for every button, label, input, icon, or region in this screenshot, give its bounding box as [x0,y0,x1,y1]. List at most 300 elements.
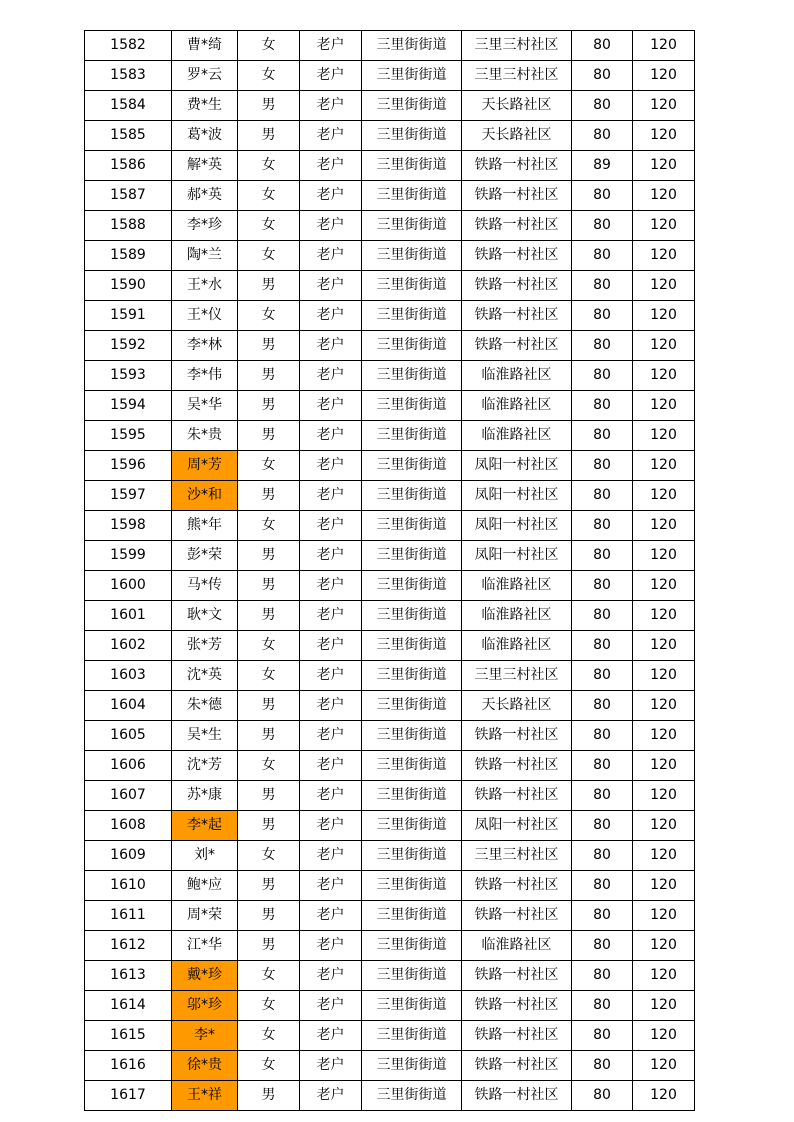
record-number-cell: 1586 [85,151,172,181]
amount-cell: 120 [633,61,695,91]
street-cell: 三里街街道 [362,271,462,301]
table-row [85,511,695,541]
gender-cell: 女 [238,991,300,1021]
household-type-cell: 老户 [300,121,362,151]
record-number-cell: 1612 [85,931,172,961]
amount-cell: 120 [633,151,695,181]
name-cell: 邬*珍 [172,991,238,1021]
score-cell: 80 [572,871,633,901]
record-number-cell: 1614 [85,991,172,1021]
gender-cell: 男 [238,871,300,901]
table-row [85,361,695,391]
table-row [85,541,695,571]
score-cell: 80 [572,901,633,931]
name-cell: 王*祥 [172,1081,238,1111]
record-number-cell: 1610 [85,871,172,901]
community-cell: 天长路社区 [462,121,572,151]
table-row [85,301,695,331]
score-cell: 80 [572,451,633,481]
street-cell: 三里街街道 [362,991,462,1021]
record-number-cell: 1590 [85,271,172,301]
household-type-cell: 老户 [300,661,362,691]
amount-cell: 120 [633,331,695,361]
household-type-cell: 老户 [300,1081,362,1111]
name-cell: 曹*绮 [172,31,238,61]
amount-cell: 120 [633,571,695,601]
table-row [85,691,695,721]
community-cell: 凤阳一村社区 [462,481,572,511]
record-number-cell: 1582 [85,31,172,61]
gender-cell: 男 [238,481,300,511]
household-type-cell: 老户 [300,511,362,541]
amount-cell: 120 [633,511,695,541]
household-type-cell: 老户 [300,151,362,181]
community-cell: 铁路一村社区 [462,331,572,361]
gender-cell: 男 [238,361,300,391]
amount-cell: 120 [633,421,695,451]
score-cell: 80 [572,361,633,391]
community-cell: 铁路一村社区 [462,961,572,991]
household-type-cell: 老户 [300,451,362,481]
table-row [85,241,695,271]
record-number-cell: 1607 [85,781,172,811]
score-cell: 80 [572,1021,633,1051]
household-type-cell: 老户 [300,301,362,331]
community-cell: 三里三村社区 [462,61,572,91]
household-type-cell: 老户 [300,751,362,781]
community-cell: 凤阳一村社区 [462,811,572,841]
community-cell: 铁路一村社区 [462,181,572,211]
score-cell: 80 [572,631,633,661]
score-cell: 80 [572,931,633,961]
amount-cell: 120 [633,271,695,301]
record-number-cell: 1600 [85,571,172,601]
amount-cell: 120 [633,961,695,991]
amount-cell: 120 [633,301,695,331]
table-row [85,931,695,961]
household-type-cell: 老户 [300,211,362,241]
street-cell: 三里街街道 [362,601,462,631]
street-cell: 三里街街道 [362,901,462,931]
amount-cell: 120 [633,121,695,151]
table-row [85,1021,695,1051]
gender-cell: 男 [238,331,300,361]
street-cell: 三里街街道 [362,301,462,331]
name-cell: 李*伟 [172,361,238,391]
community-cell: 铁路一村社区 [462,781,572,811]
table-row [85,871,695,901]
score-cell: 80 [572,481,633,511]
score-cell: 80 [572,571,633,601]
gender-cell: 女 [238,661,300,691]
street-cell: 三里街街道 [362,511,462,541]
amount-cell: 120 [633,661,695,691]
street-cell: 三里街街道 [362,361,462,391]
community-cell: 临淮路社区 [462,571,572,601]
gender-cell: 女 [238,1021,300,1051]
street-cell: 三里街街道 [362,91,462,121]
household-type-cell: 老户 [300,91,362,121]
name-cell: 耿*文 [172,601,238,631]
amount-cell: 120 [633,481,695,511]
community-cell: 凤阳一村社区 [462,451,572,481]
community-cell: 三里三村社区 [462,841,572,871]
table-row [85,181,695,211]
name-cell: 吴*生 [172,721,238,751]
gender-cell: 男 [238,541,300,571]
score-cell: 80 [572,1081,633,1111]
table-row [85,31,695,61]
roster-table [84,30,695,1111]
amount-cell: 120 [633,211,695,241]
gender-cell: 女 [238,1051,300,1081]
name-cell: 李*起 [172,811,238,841]
amount-cell: 120 [633,91,695,121]
table-row [85,121,695,151]
community-cell: 临淮路社区 [462,361,572,391]
score-cell: 80 [572,751,633,781]
record-number-cell: 1596 [85,451,172,481]
street-cell: 三里街街道 [362,451,462,481]
score-cell: 80 [572,271,633,301]
household-type-cell: 老户 [300,31,362,61]
household-type-cell: 老户 [300,781,362,811]
record-number-cell: 1594 [85,391,172,421]
name-cell: 周*荣 [172,901,238,931]
street-cell: 三里街街道 [362,751,462,781]
name-cell: 彭*荣 [172,541,238,571]
community-cell: 铁路一村社区 [462,301,572,331]
street-cell: 三里街街道 [362,31,462,61]
score-cell: 80 [572,61,633,91]
gender-cell: 女 [238,61,300,91]
table-row [85,811,695,841]
table-row [85,571,695,601]
community-cell: 天长路社区 [462,91,572,121]
name-cell: 周*芳 [172,451,238,481]
household-type-cell: 老户 [300,871,362,901]
name-cell: 李* [172,1021,238,1051]
gender-cell: 男 [238,811,300,841]
gender-cell: 女 [238,511,300,541]
gender-cell: 男 [238,571,300,601]
table-row [85,61,695,91]
community-cell: 铁路一村社区 [462,241,572,271]
name-cell: 罗*云 [172,61,238,91]
score-cell: 80 [572,31,633,61]
score-cell: 80 [572,91,633,121]
name-cell: 陶*兰 [172,241,238,271]
name-cell: 李*林 [172,331,238,361]
name-cell: 王*水 [172,271,238,301]
street-cell: 三里街街道 [362,1021,462,1051]
name-cell: 沙*和 [172,481,238,511]
table-row [85,721,695,751]
street-cell: 三里街街道 [362,931,462,961]
amount-cell: 120 [633,391,695,421]
household-type-cell: 老户 [300,811,362,841]
gender-cell: 女 [238,241,300,271]
score-cell: 80 [572,121,633,151]
street-cell: 三里街街道 [362,721,462,751]
score-cell: 80 [572,1051,633,1081]
household-type-cell: 老户 [300,571,362,601]
score-cell: 80 [572,661,633,691]
score-cell: 80 [572,991,633,1021]
household-type-cell: 老户 [300,421,362,451]
record-number-cell: 1587 [85,181,172,211]
gender-cell: 女 [238,181,300,211]
gender-cell: 女 [238,961,300,991]
amount-cell: 120 [633,811,695,841]
street-cell: 三里街街道 [362,571,462,601]
household-type-cell: 老户 [300,61,362,91]
community-cell: 铁路一村社区 [462,901,572,931]
table-row [85,631,695,661]
score-cell: 80 [572,421,633,451]
name-cell: 马*传 [172,571,238,601]
record-number-cell: 1613 [85,961,172,991]
record-number-cell: 1584 [85,91,172,121]
table-row [85,481,695,511]
amount-cell: 120 [633,451,695,481]
amount-cell: 120 [633,721,695,751]
street-cell: 三里街街道 [362,841,462,871]
street-cell: 三里街街道 [362,331,462,361]
record-number-cell: 1597 [85,481,172,511]
record-number-cell: 1601 [85,601,172,631]
street-cell: 三里街街道 [362,421,462,451]
community-cell: 铁路一村社区 [462,751,572,781]
table-row [85,661,695,691]
gender-cell: 女 [238,301,300,331]
name-cell: 沈*英 [172,661,238,691]
street-cell: 三里街街道 [362,1081,462,1111]
score-cell: 80 [572,331,633,361]
name-cell: 刘* [172,841,238,871]
street-cell: 三里街街道 [362,781,462,811]
community-cell: 铁路一村社区 [462,1081,572,1111]
table-row [85,391,695,421]
street-cell: 三里街街道 [362,811,462,841]
street-cell: 三里街街道 [362,481,462,511]
record-number-cell: 1599 [85,541,172,571]
table-row [85,151,695,181]
amount-cell: 120 [633,991,695,1021]
record-number-cell: 1593 [85,361,172,391]
household-type-cell: 老户 [300,331,362,361]
community-cell: 铁路一村社区 [462,151,572,181]
score-cell: 80 [572,211,633,241]
amount-cell: 120 [633,1081,695,1111]
table-row [85,751,695,781]
community-cell: 铁路一村社区 [462,1051,572,1081]
score-cell: 80 [572,511,633,541]
record-number-cell: 1602 [85,631,172,661]
street-cell: 三里街街道 [362,151,462,181]
record-number-cell: 1583 [85,61,172,91]
score-cell: 80 [572,691,633,721]
community-cell: 铁路一村社区 [462,721,572,751]
community-cell: 铁路一村社区 [462,271,572,301]
roster-body [85,31,695,1111]
amount-cell: 120 [633,931,695,961]
table-row [85,1081,695,1111]
household-type-cell: 老户 [300,391,362,421]
record-number-cell: 1585 [85,121,172,151]
gender-cell: 女 [238,451,300,481]
gender-cell: 女 [238,31,300,61]
record-number-cell: 1609 [85,841,172,871]
community-cell: 临淮路社区 [462,931,572,961]
household-type-cell: 老户 [300,991,362,1021]
gender-cell: 女 [238,151,300,181]
record-number-cell: 1615 [85,1021,172,1051]
gender-cell: 女 [238,841,300,871]
name-cell: 沈*芳 [172,751,238,781]
amount-cell: 120 [633,841,695,871]
name-cell: 江*华 [172,931,238,961]
name-cell: 费*生 [172,91,238,121]
gender-cell: 男 [238,1081,300,1111]
score-cell: 80 [572,541,633,571]
name-cell: 苏*康 [172,781,238,811]
gender-cell: 女 [238,751,300,781]
name-cell: 葛*波 [172,121,238,151]
household-type-cell: 老户 [300,271,362,301]
amount-cell: 120 [633,691,695,721]
community-cell: 铁路一村社区 [462,871,572,901]
street-cell: 三里街街道 [362,121,462,151]
score-cell: 80 [572,841,633,871]
table-row [85,421,695,451]
amount-cell: 120 [633,631,695,661]
amount-cell: 120 [633,181,695,211]
amount-cell: 120 [633,31,695,61]
table-row [85,211,695,241]
community-cell: 凤阳一村社区 [462,511,572,541]
street-cell: 三里街街道 [362,661,462,691]
household-type-cell: 老户 [300,631,362,661]
household-type-cell: 老户 [300,241,362,271]
record-number-cell: 1611 [85,901,172,931]
record-number-cell: 1591 [85,301,172,331]
gender-cell: 男 [238,721,300,751]
community-cell: 铁路一村社区 [462,211,572,241]
household-type-cell: 老户 [300,181,362,211]
amount-cell: 120 [633,241,695,271]
community-cell: 临淮路社区 [462,631,572,661]
score-cell: 80 [572,241,633,271]
name-cell: 戴*珍 [172,961,238,991]
street-cell: 三里街街道 [362,691,462,721]
community-cell: 三里三村社区 [462,31,572,61]
community-cell: 铁路一村社区 [462,1021,572,1051]
street-cell: 三里街街道 [362,181,462,211]
community-cell: 临淮路社区 [462,601,572,631]
gender-cell: 男 [238,421,300,451]
name-cell: 熊*年 [172,511,238,541]
amount-cell: 120 [633,361,695,391]
record-number-cell: 1589 [85,241,172,271]
amount-cell: 120 [633,601,695,631]
table-row [85,901,695,931]
household-type-cell: 老户 [300,721,362,751]
score-cell: 80 [572,961,633,991]
gender-cell: 男 [238,271,300,301]
score-cell: 80 [572,301,633,331]
street-cell: 三里街街道 [362,871,462,901]
gender-cell: 女 [238,631,300,661]
record-number-cell: 1598 [85,511,172,541]
record-number-cell: 1603 [85,661,172,691]
street-cell: 三里街街道 [362,1051,462,1081]
table-row [85,451,695,481]
name-cell: 朱*德 [172,691,238,721]
household-type-cell: 老户 [300,1051,362,1081]
household-type-cell: 老户 [300,691,362,721]
score-cell: 80 [572,781,633,811]
record-number-cell: 1617 [85,1081,172,1111]
street-cell: 三里街街道 [362,61,462,91]
record-number-cell: 1606 [85,751,172,781]
gender-cell: 男 [238,781,300,811]
name-cell: 吴*华 [172,391,238,421]
name-cell: 李*珍 [172,211,238,241]
community-cell: 铁路一村社区 [462,991,572,1021]
table-row [85,91,695,121]
household-type-cell: 老户 [300,1021,362,1051]
community-cell: 天长路社区 [462,691,572,721]
household-type-cell: 老户 [300,931,362,961]
table-row [85,781,695,811]
household-type-cell: 老户 [300,361,362,391]
name-cell: 郝*英 [172,181,238,211]
table-row [85,331,695,361]
household-type-cell: 老户 [300,841,362,871]
record-number-cell: 1588 [85,211,172,241]
amount-cell: 120 [633,901,695,931]
record-number-cell: 1592 [85,331,172,361]
community-cell: 临淮路社区 [462,391,572,421]
table-row [85,601,695,631]
household-type-cell: 老户 [300,541,362,571]
household-type-cell: 老户 [300,481,362,511]
score-cell: 80 [572,721,633,751]
name-cell: 鲍*应 [172,871,238,901]
table-row [85,961,695,991]
gender-cell: 男 [238,901,300,931]
household-type-cell: 老户 [300,961,362,991]
street-cell: 三里街街道 [362,631,462,661]
street-cell: 三里街街道 [362,211,462,241]
street-cell: 三里街街道 [362,241,462,271]
amount-cell: 120 [633,1021,695,1051]
record-number-cell: 1604 [85,691,172,721]
score-cell: 80 [572,811,633,841]
table-row [85,991,695,1021]
community-cell: 三里三村社区 [462,661,572,691]
street-cell: 三里街街道 [362,391,462,421]
name-cell: 朱*贵 [172,421,238,451]
score-cell: 80 [572,601,633,631]
gender-cell: 男 [238,391,300,421]
gender-cell: 男 [238,931,300,961]
score-cell: 80 [572,181,633,211]
score-cell: 89 [572,151,633,181]
name-cell: 张*芳 [172,631,238,661]
table-row [85,841,695,871]
